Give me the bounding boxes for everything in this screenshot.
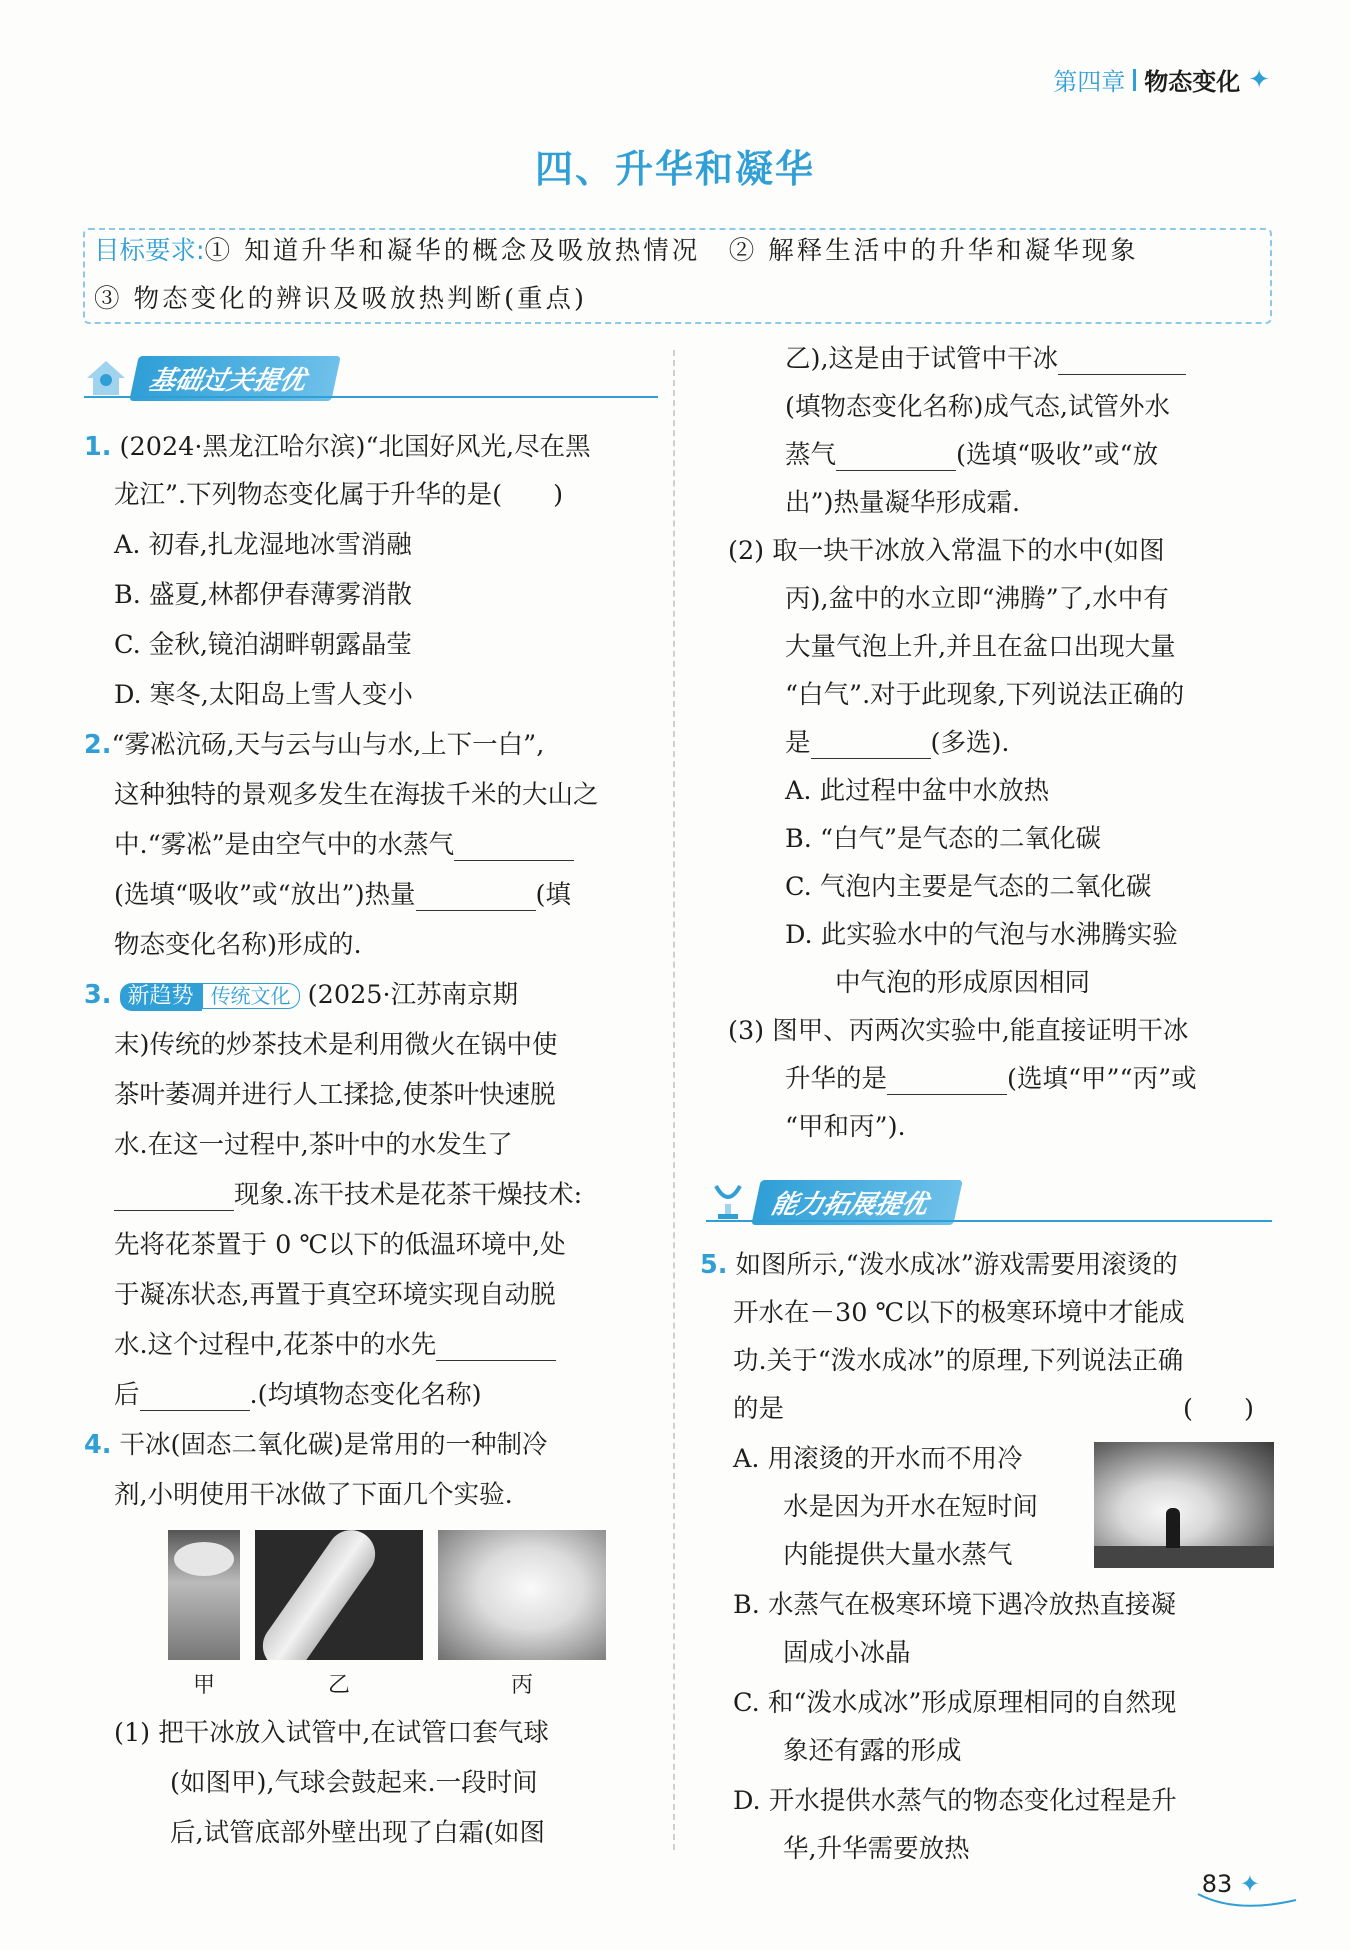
goals-line-2: ③ 物态变化的辨识及吸放热判断(重点) (94, 284, 588, 314)
ground-shape (1094, 1546, 1274, 1568)
q4-sub3-line-1: (3) 图甲、丙两次实验中,能直接证明干冰 (728, 1016, 1189, 1046)
q3-text-8: 水.这个过程中,花茶中的水先 (114, 1330, 437, 1360)
q3-line-9 (114, 1380, 482, 1411)
q3-line-8 (114, 1330, 556, 1361)
q3-text-9b: .(均填物态变化名称) (249, 1380, 482, 1410)
sparkle-icon: ✦ (1248, 64, 1270, 95)
q4-line-2: 剂,小明使用干冰做了下面几个实验. (114, 1480, 513, 1510)
balloon-shape (174, 1542, 234, 1576)
q5-answer-paren: ( ) (1183, 1394, 1254, 1424)
caption-jia: 甲 (192, 1673, 215, 1698)
caption-bing: 丙 (510, 1673, 533, 1698)
person-silhouette (1166, 1508, 1180, 1548)
q2-text-4a: (选填“吸收”或“放出”)热量 (114, 880, 416, 910)
q2-number: 2. (84, 730, 112, 760)
house-icon (84, 358, 128, 398)
photo-yi (255, 1530, 423, 1660)
q4-sub1-line-2: (如图甲),气球会鼓起来.一段时间 (170, 1768, 538, 1798)
section-banner-advanced (706, 1180, 958, 1224)
goals-line-1 (94, 236, 1139, 267)
q2-line-4 (114, 880, 571, 911)
q5-option-d-2: 华,升华需要放热 (783, 1834, 970, 1864)
q3-blank-3[interactable] (140, 1384, 250, 1411)
sparkle-icon-footer: ✦ (1239, 1870, 1260, 1898)
q5-option-a-3: 内能提供大量水蒸气 (783, 1540, 1013, 1570)
q2-line-1 (84, 730, 544, 761)
q4-sub2-option-a: A. 此过程中盆中水放热 (785, 776, 1050, 806)
q5-line-4: 的是 (733, 1394, 785, 1424)
section-banner-basic (84, 356, 336, 400)
column-divider (673, 350, 675, 1850)
q4-number: 4. (84, 1430, 112, 1460)
q1-option-c: C. 金秋,镜泊湖畔朝露晶莹 (114, 630, 412, 660)
q4c-text-p3l2a: 升华的是 (785, 1064, 888, 1094)
caption-yi: 乙 (327, 1673, 350, 1698)
tag-culture: 传统文化 (202, 983, 300, 1009)
q2-blank-2[interactable] (416, 884, 536, 911)
q2-line-2: 这种独特的景观多发生在海拔千米的大山之 (114, 780, 599, 810)
q4c-blank-4[interactable] (887, 1068, 1007, 1095)
page-swoosh-icon (1196, 1890, 1306, 1910)
photo-bing (438, 1530, 606, 1660)
q3-line-2: 末)传统的炒茶技术是利用微火在锅中使 (114, 1030, 558, 1060)
q2-line-3 (114, 830, 574, 861)
q4-line-1 (84, 1430, 547, 1461)
q1-line-2: 龙江”.下列物态变化属于升华的是( ) (114, 480, 564, 510)
q2-blank-1[interactable] (454, 834, 574, 861)
photo-jia (168, 1530, 240, 1660)
q5-line-1 (700, 1250, 1178, 1281)
q3-blank-2[interactable] (436, 1334, 556, 1361)
goals-text-1: ① 知道升华和凝华的概念及吸放热情况 ② 解释生活中的升华和凝华现象 (204, 236, 1139, 266)
q2-text-4b: (填 (535, 880, 571, 910)
q5-text-1: 如图所示,“泼水成冰”游戏需要用滚烫的 (735, 1250, 1178, 1280)
q4-sub2-option-c: C. 气泡内主要是气态的二氧化碳 (785, 872, 1152, 902)
q2-text-1: “雾凇沆砀,天与云与山与水,上下一白”, (111, 730, 545, 760)
q2-text-3: 中.“雾凇”是由空气中的水蒸气 (114, 830, 455, 860)
q3-line-3: 茶叶萎凋并进行人工揉捻,使茶叶快速脱 (114, 1080, 556, 1110)
q4c-text-p2l5b: (多选). (930, 728, 1010, 758)
header-divider (1133, 69, 1136, 91)
q4-sub2-option-d-2: 中气泡的形成原因相同 (835, 968, 1091, 998)
q4-sub3-line-2 (785, 1064, 1197, 1095)
q4-sub1-line-1: (1) 把干冰放入试管中,在试管口套气球 (114, 1718, 549, 1748)
section-label: 物态变化 (1144, 68, 1241, 96)
chapter-label: 第四章 (1053, 68, 1126, 96)
q4-text-1: 干冰(固态二氧化碳)是常用的一种制冷 (119, 1430, 548, 1460)
q4c-blank-3[interactable] (811, 732, 931, 759)
q5-option-b-1: B. 水蒸气在极寒环境下遇冷放热直接凝 (733, 1590, 1176, 1620)
q4-sub2-line-5 (785, 728, 1010, 759)
q4-cont-line-4: 出”)热量凝华形成霜. (785, 488, 1021, 518)
photo-water-to-ice (1094, 1442, 1274, 1568)
page-number: 83 (1201, 1870, 1233, 1898)
q4-sub3-line-3: “甲和丙”). (785, 1112, 906, 1142)
q5-number: 5. (700, 1250, 728, 1280)
q5-option-a-2: 水是因为开水在短时间 (783, 1492, 1039, 1522)
q3-line-7: 于凝冻状态,再置于真空环境实现自动脱 (114, 1280, 556, 1310)
q3-text-1: (2025·江苏南京期 (307, 980, 519, 1010)
q1-text-1: (2024·黑龙江哈尔滨)“北国好风光,尽在黑 (119, 432, 591, 462)
q2-line-5: 物态变化名称)形成的. (114, 930, 362, 960)
q4-sub2-line-4: “白气”.对于此现象,下列说法正确的 (785, 680, 1185, 710)
page-title: 四、升华和凝华 (534, 147, 815, 191)
q5-option-d-1: D. 开水提供水蒸气的物态变化过程是升 (733, 1786, 1177, 1816)
q4c-text-1: 乙),这是由于试管中干冰 (785, 344, 1059, 374)
q3-text-5: 现象.冻干技术是花茶干燥技术: (234, 1180, 583, 1210)
chapter-header (1053, 62, 1270, 97)
test-tube-shape (255, 1530, 385, 1660)
q1-option-d: D. 寒冬,太阳岛上雪人变小 (114, 680, 413, 710)
q4-sub2-option-b: B. “白气”是气态的二氧化碳 (785, 824, 1102, 854)
q3-line-6: 先将花茶置于 0 ℃以下的低温环境中,处 (114, 1230, 566, 1260)
q5-line-3: 功.关于“泼水成冰”的原理,下列说法正确 (733, 1346, 1184, 1376)
q4c-blank-1[interactable] (1058, 348, 1186, 375)
q5-option-a-1: A. 用滚烫的开水而不用冷 (733, 1444, 1023, 1474)
q3-line-1 (84, 980, 518, 1011)
q4-sub1-line-3: 后,试管底部外壁出现了白霜(如图 (170, 1818, 546, 1848)
q5-option-b-2: 固成小冰晶 (783, 1638, 911, 1668)
q1-number: 1. (84, 432, 112, 462)
q4c-text-3b: (选填“吸收”或“放 (956, 440, 1159, 470)
q1-line-1 (84, 432, 591, 463)
q3-text-9a: 后 (114, 1380, 140, 1410)
q5-line-2: 开水在－30 ℃以下的极寒环境中才能成 (733, 1298, 1185, 1328)
banner-advanced-label: 能力拓展提优 (751, 1180, 963, 1225)
q5-option-c-2: 象还有露的形成 (783, 1736, 962, 1766)
banner-basic-label: 基础过关提优 (129, 356, 341, 401)
q4-sub2-line-3: 大量气泡上升,并且在盆口出现大量 (785, 632, 1176, 662)
q3-line-4: 水.在这一过程中,茶叶中的水发生了 (114, 1130, 513, 1160)
tag-trend: 新趋势 (120, 983, 202, 1011)
q4-cont-line-3 (785, 440, 1158, 471)
banner-basic-rule (84, 396, 658, 398)
q4c-blank-2[interactable] (836, 444, 956, 471)
q4c-text-p2l5a: 是 (785, 728, 811, 758)
q5-option-c-1: C. 和“泼水成冰”形成原理相同的自然现 (733, 1688, 1177, 1718)
q1-option-b: B. 盛夏,林都伊春薄雾消散 (114, 580, 413, 610)
trophy-icon (706, 1182, 750, 1222)
goals-label: 目标要求: (94, 236, 205, 266)
q3-blank-1[interactable] (114, 1184, 234, 1211)
q4-sub2-option-d-1: D. 此实验水中的气泡与水沸腾实验 (785, 920, 1178, 950)
q4-cont-line-2: (填物态变化名称)成气态,试管外水 (785, 392, 1171, 422)
banner-advanced-rule (706, 1220, 1272, 1222)
q4c-text-p3l2b: (选填“甲”“丙”或 (1007, 1064, 1197, 1094)
q4-cont-line-1 (785, 344, 1186, 375)
q3-line-5 (114, 1180, 582, 1211)
q3-number: 3. (84, 980, 112, 1010)
q4-sub2-line-2: 丙),盆中的水立即“沸腾”了,水中有 (785, 584, 1169, 614)
q4c-text-3a: 蒸气 (785, 440, 837, 470)
q1-option-a: A. 初春,扎龙湿地冰雪消融 (114, 530, 412, 560)
q4-sub2-line-1: (2) 取一块干冰放入常温下的水中(如图 (728, 536, 1165, 566)
